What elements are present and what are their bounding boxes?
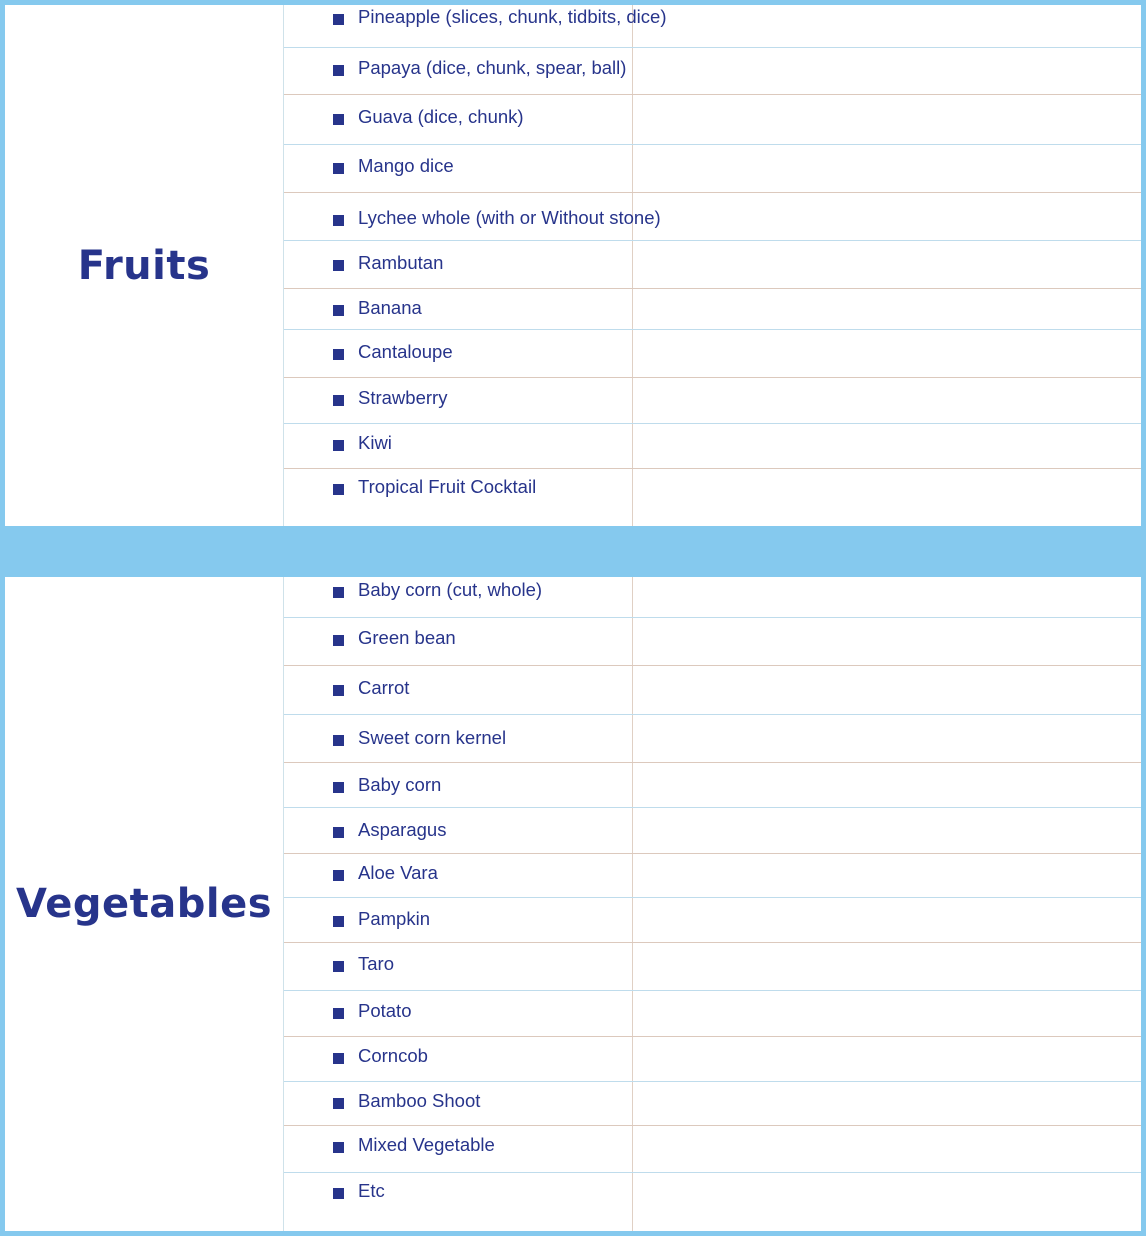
list-item-label: Bamboo Shoot [358, 1090, 481, 1111]
fruits-list [284, 5, 1141, 526]
square-bullet-icon [333, 735, 344, 746]
list-item [284, 1037, 1141, 1082]
vegetables-label-cell [5, 577, 284, 1231]
square-bullet-icon [333, 395, 344, 406]
square-bullet-icon [333, 1053, 344, 1064]
square-bullet-icon [333, 685, 344, 696]
list-item-label: Lychee whole (with or Without stone) [358, 207, 661, 228]
list-item [284, 469, 1141, 526]
list-item-label: Sweet corn kernel [358, 727, 507, 748]
square-bullet-icon [333, 961, 344, 972]
list-item [284, 808, 1141, 854]
list-item-label: Pampkin [358, 908, 430, 929]
list-item [284, 145, 1141, 193]
fruits-section [5, 5, 1141, 526]
square-bullet-icon [333, 484, 344, 495]
list-item-label: Asparagus [358, 819, 447, 840]
square-bullet-icon [333, 827, 344, 838]
list-item-label: Taro [358, 953, 394, 974]
square-bullet-icon [333, 14, 344, 25]
list-item-label: Baby corn (cut, whole) [358, 579, 543, 600]
square-bullet-icon [333, 260, 344, 271]
square-bullet-icon [333, 1188, 344, 1199]
list-item [284, 666, 1141, 715]
list-item-label: Potato [358, 1000, 412, 1021]
list-item [284, 1173, 1141, 1231]
list-item [284, 193, 1141, 241]
list-item [284, 1126, 1141, 1173]
list-item [284, 1082, 1141, 1126]
vegetables-section [5, 577, 1141, 1231]
list-item-label: Rambutan [358, 252, 444, 273]
section-separator [5, 526, 1141, 577]
list-item [284, 330, 1141, 378]
list-item-label: Corncob [358, 1045, 428, 1066]
list-item-label: Banana [358, 297, 422, 318]
vegetables-list [284, 577, 1141, 1231]
square-bullet-icon [333, 870, 344, 881]
square-bullet-icon [333, 1008, 344, 1019]
list-item [284, 991, 1141, 1037]
list-item [284, 618, 1141, 666]
vegetables-heading: Vegetables [15, 881, 273, 927]
list-item [284, 5, 1141, 48]
square-bullet-icon [333, 1098, 344, 1109]
list-item-label: Papaya (dice, chunk, spear, ball) [358, 57, 627, 78]
square-bullet-icon [333, 587, 344, 598]
list-item-label: Guava (dice, chunk) [358, 106, 524, 127]
list-item [284, 424, 1141, 469]
list-item [284, 898, 1141, 943]
list-item [284, 854, 1141, 898]
list-item-label: Pineapple (slices, chunk, tidbits, dice) [358, 6, 667, 27]
square-bullet-icon [333, 349, 344, 360]
list-item-label: Kiwi [358, 432, 392, 453]
list-item-label: Strawberry [358, 387, 448, 408]
list-item-label: Baby corn [358, 774, 442, 795]
square-bullet-icon [333, 635, 344, 646]
square-bullet-icon [333, 114, 344, 125]
list-item [284, 763, 1141, 808]
fruits-heading: Fruits [77, 242, 211, 289]
fruits-label-cell [5, 5, 284, 526]
square-bullet-icon [333, 440, 344, 451]
list-item [284, 715, 1141, 763]
list-item [284, 241, 1141, 289]
square-bullet-icon [333, 305, 344, 316]
square-bullet-icon [333, 1142, 344, 1153]
list-item [284, 943, 1141, 991]
list-item-label: Carrot [358, 677, 410, 698]
square-bullet-icon [333, 215, 344, 226]
list-item-label: Etc [358, 1180, 385, 1201]
list-item [284, 48, 1141, 95]
list-item-label: Cantaloupe [358, 341, 453, 362]
list-item [284, 577, 1141, 618]
list-item [284, 289, 1141, 330]
list-item-label: Mixed Vegetable [358, 1134, 495, 1155]
list-item [284, 95, 1141, 145]
square-bullet-icon [333, 782, 344, 793]
list-item [284, 378, 1141, 424]
square-bullet-icon [333, 916, 344, 927]
list-item-label: Tropical Fruit Cocktail [358, 476, 537, 497]
square-bullet-icon [333, 65, 344, 76]
list-item-label: Green bean [358, 627, 456, 648]
list-item-label: Aloe Vara [358, 862, 438, 883]
square-bullet-icon [333, 163, 344, 174]
list-item-label: Mango dice [358, 155, 454, 176]
